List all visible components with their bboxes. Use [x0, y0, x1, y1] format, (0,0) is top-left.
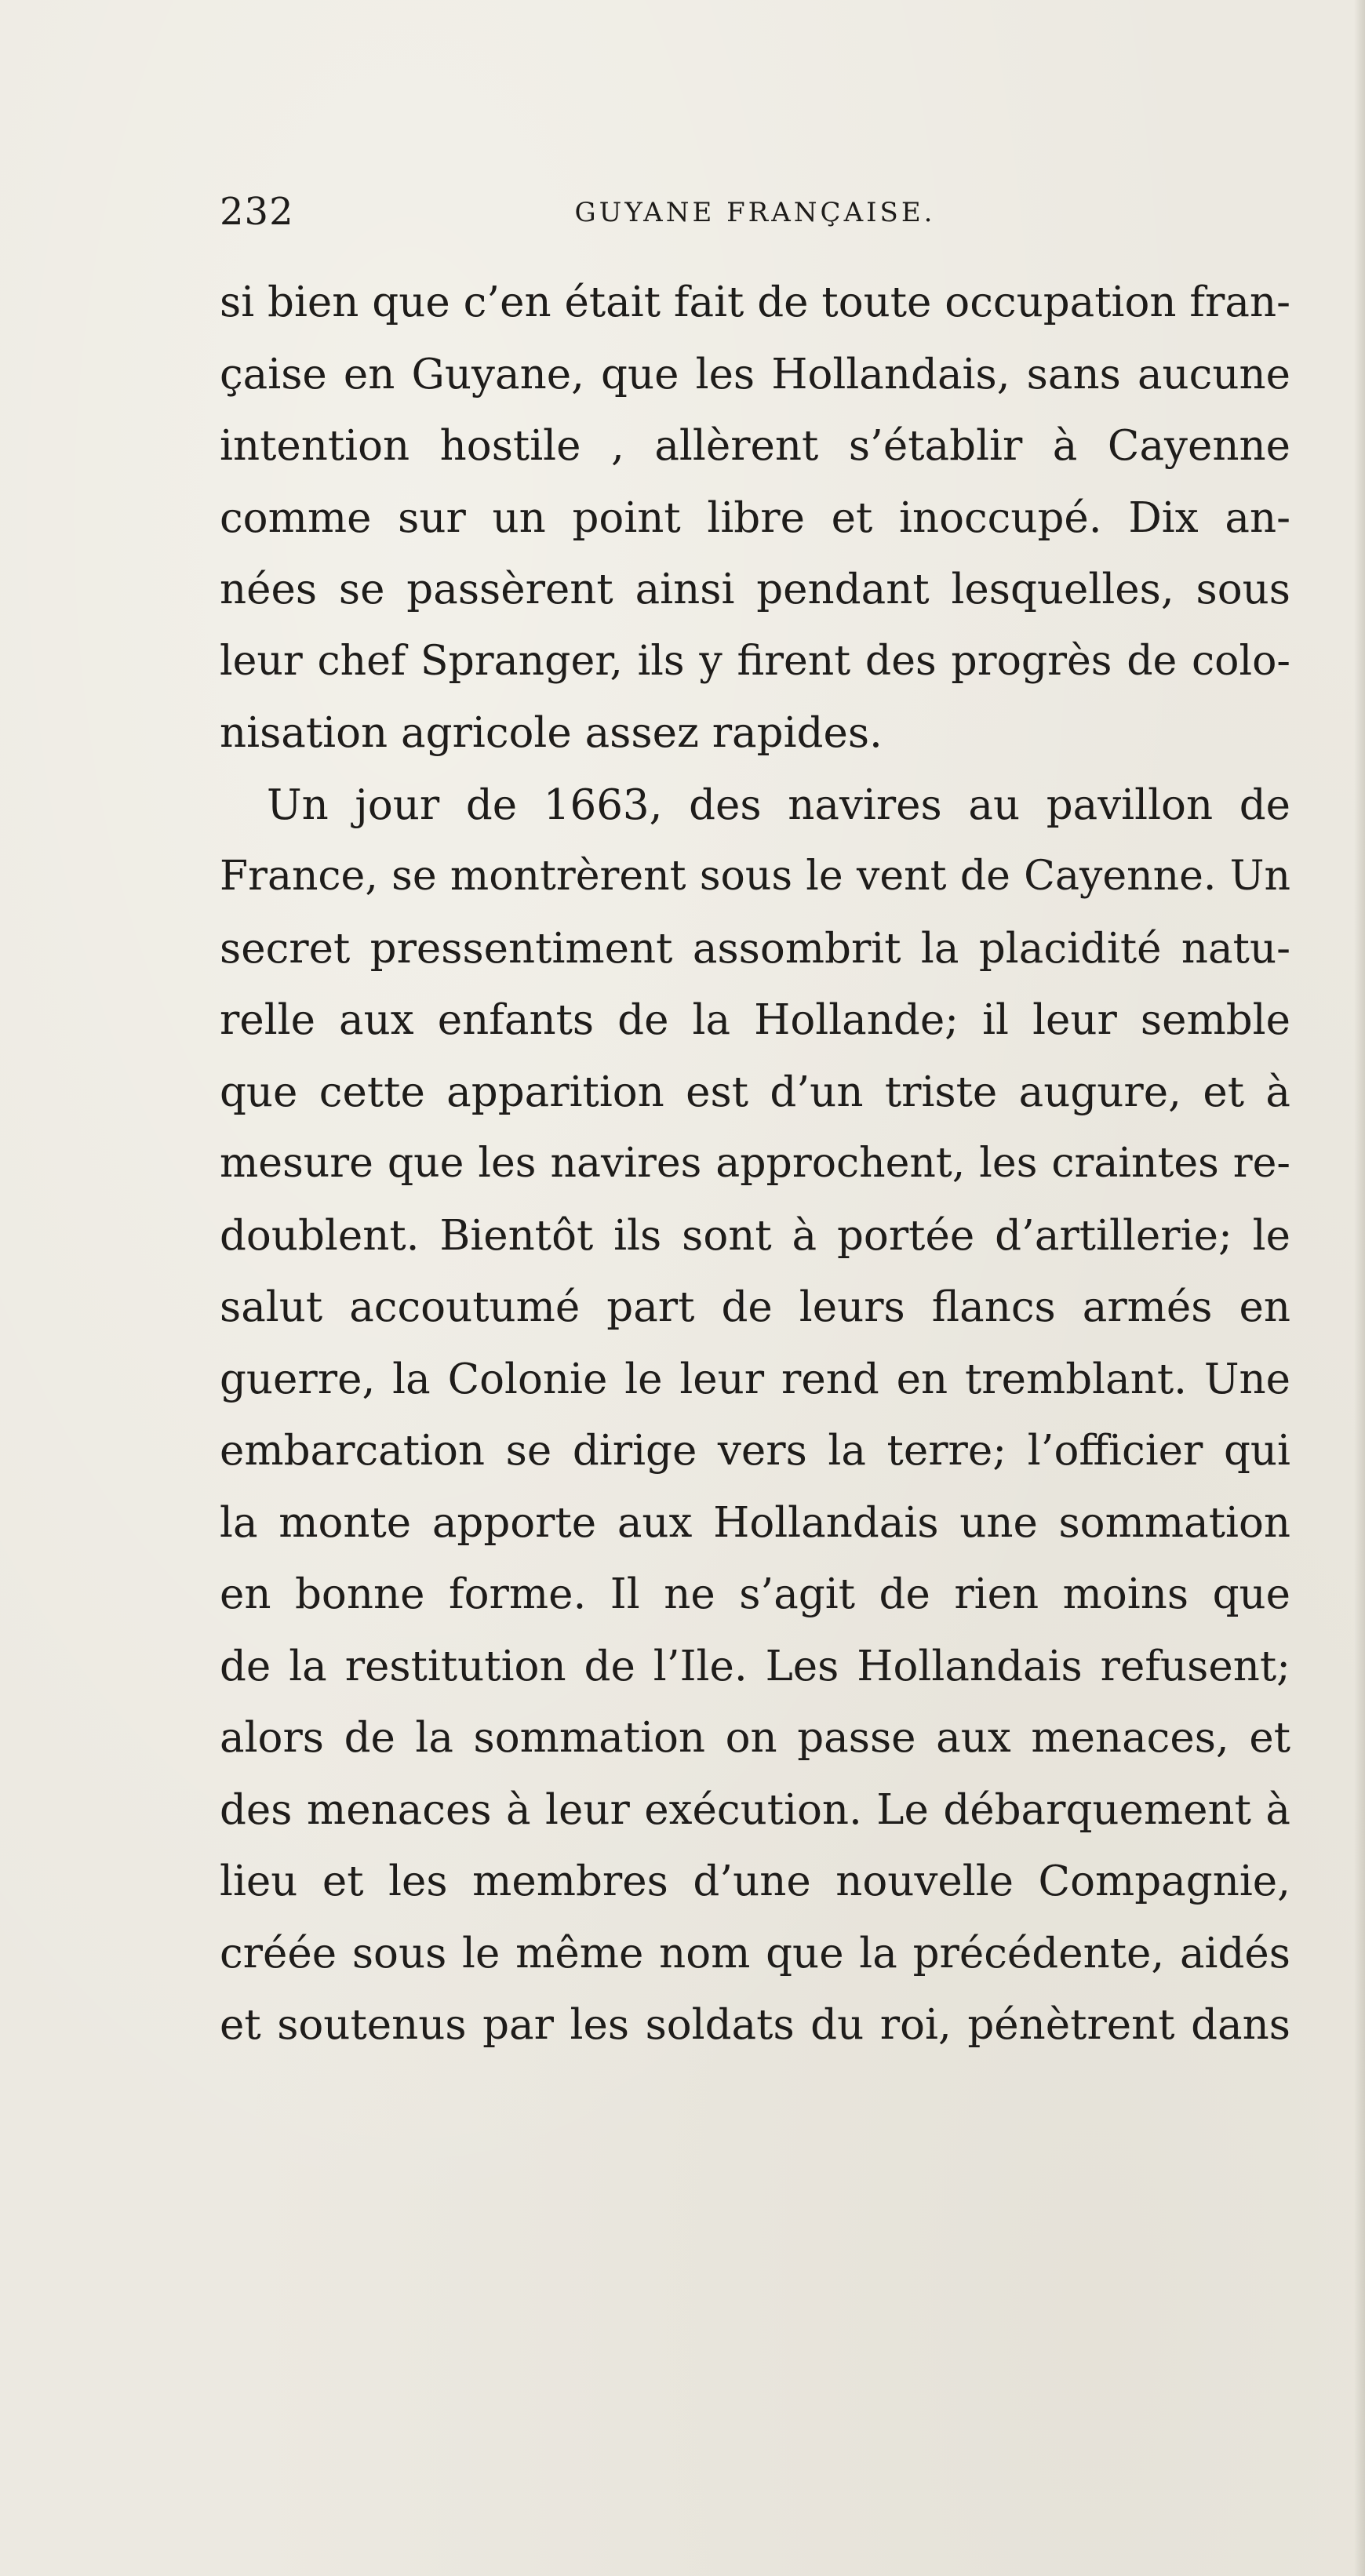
text-line: en bonne forme. Il ne s’agit de rien moins que	[220, 1570, 1290, 1618]
page-header	[220, 188, 1290, 235]
text-line: mesure que les navires approchent, les craintes re-	[220, 1140, 1290, 1187]
text-line: de la restitution de l’Ile. Les Hollandais refusent;	[220, 1642, 1290, 1690]
page-number: 232	[220, 190, 294, 234]
text-line: si bien que c’en était fait de toute occupation fran-	[220, 278, 1290, 326]
text-line: lieu et les membres d’une nouvelle Compagnie,	[220, 1857, 1290, 1905]
text-line: comme sur un point libre et inoccupé. Dix an-	[220, 493, 1290, 542]
text-line: doublent. Bientôt ils sont à portée d’artillerie; le	[220, 1211, 1290, 1260]
text-line: et soutenus par les soldats du roi, pénètrent dans	[220, 2001, 1290, 2049]
text-line: embarcation se dirige vers la terre; l’officier qui	[220, 1427, 1290, 1475]
running-title: GUYANE FRANÇAISE.	[574, 197, 936, 228]
text-line: que cette apparition est d’un triste augure, et à	[220, 1068, 1290, 1116]
text-line: relle aux enfants de la Hollande; il leur semble	[220, 996, 1290, 1044]
body-text	[220, 267, 1290, 2061]
text-line: créée sous le même nom que la précédente, aidés	[220, 1929, 1290, 1977]
text-line: alors de la sommation on passe aux menaces, et	[220, 1714, 1290, 1762]
text-line: France, se montrèrent sous le vent de Cayenne. Un	[220, 853, 1290, 900]
text-line: intention hostile , allèrent s’établir à Cayenne	[220, 422, 1290, 470]
text-line: des menaces à leur exécution. Le débarquement à	[220, 1785, 1290, 1834]
paragraph-first-line: Un jour de 1663, des navires au pavillon de	[267, 780, 1290, 829]
page-edge-shadow	[1354, 0, 1365, 2576]
text-line: çaise en Guyane, que les Hollandais, sans aucune	[220, 350, 1290, 398]
text-line: leur chef Spranger, ils y firent des progrès de colo-	[220, 637, 1290, 685]
text-line: secret pressentiment assombrit la placidité natu-	[220, 924, 1290, 973]
text-line: salut accoutumé part de leurs flancs armés en	[220, 1283, 1290, 1331]
text-line: nisation agricole assez rapides.	[220, 709, 883, 757]
text-line: guerre, la Colonie le leur rend en tremblant. Une	[220, 1355, 1290, 1403]
text-line: la monte apporte aux Hollandais une sommation	[220, 1498, 1290, 1547]
text-line: nées se passèrent ainsi pendant lesquelles, sous	[220, 566, 1290, 613]
